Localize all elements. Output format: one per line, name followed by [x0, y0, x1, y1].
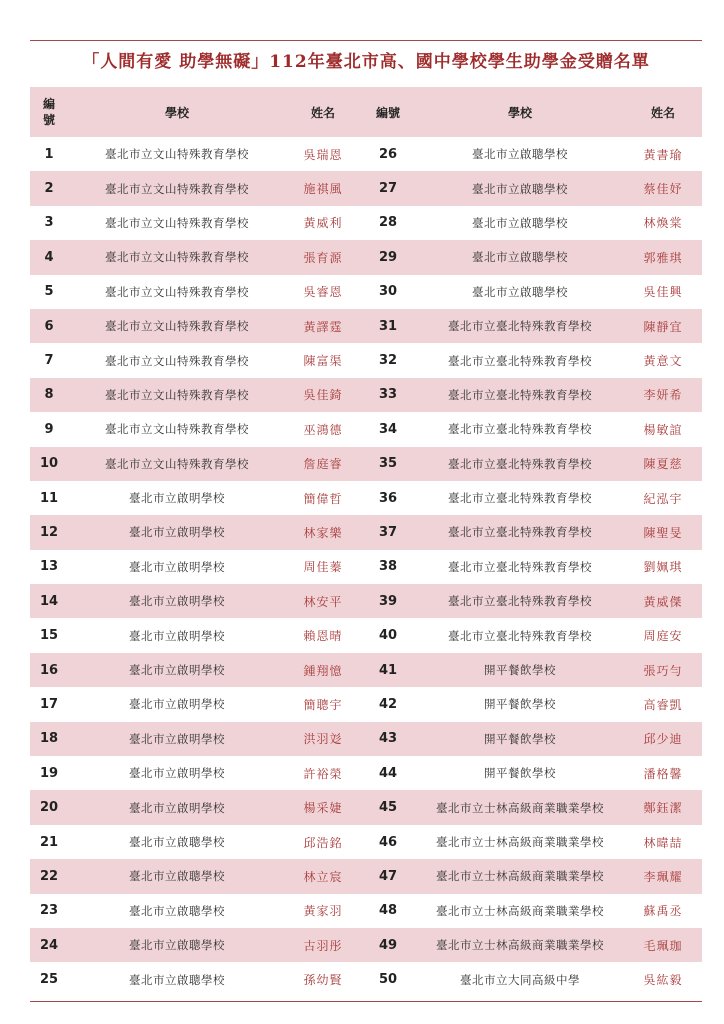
student-name-right: 毛珮珈 — [643, 938, 683, 953]
recipient-number-right: 44 — [378, 765, 398, 781]
student-name-right: 黃書瑜 — [643, 147, 683, 162]
recipient-number-right: 47 — [378, 868, 398, 884]
school-name-left: 臺北市立啟聰學校 — [129, 972, 225, 987]
student-name-right: 陳靜宜 — [643, 319, 683, 334]
header-school-right: 學校 — [507, 105, 532, 120]
school-name-left: 臺北市立文山特殊教育學校 — [105, 284, 249, 299]
school-name-right: 開平餐飲學校 — [484, 663, 556, 678]
table-row — [30, 584, 702, 618]
table-row — [30, 618, 702, 652]
table-row — [30, 859, 702, 893]
school-name-left: 臺北市立啟明學校 — [129, 491, 225, 506]
recipient-number-left: 16 — [39, 662, 59, 678]
student-name-left: 詹庭睿 — [303, 457, 343, 472]
recipient-number-left: 10 — [39, 456, 59, 472]
student-name-left: 古羽彤 — [303, 938, 343, 953]
student-name-right: 林煥棠 — [643, 216, 683, 231]
school-name-right: 臺北市立啟聰學校 — [472, 147, 568, 162]
recipient-number-right: 43 — [378, 731, 398, 747]
recipient-number-right: 36 — [378, 490, 398, 506]
school-name-left: 臺北市立文山特殊教育學校 — [105, 319, 249, 334]
recipient-number-right: 35 — [378, 456, 398, 472]
school-name-right: 臺北市立臺北特殊教育學校 — [448, 319, 592, 334]
table-header-row — [30, 87, 702, 137]
student-name-right: 黃威傑 — [643, 594, 683, 609]
recipient-number-left: 2 — [44, 181, 54, 197]
school-name-right: 臺北市立士林高級商業職業學校 — [436, 835, 604, 849]
recipient-number-left: 15 — [39, 628, 59, 644]
school-name-right: 臺北市立臺北特殊教育學校 — [448, 387, 592, 402]
table-row — [30, 206, 702, 240]
recipient-number-right: 27 — [378, 181, 398, 197]
recipient-number-left: 13 — [39, 559, 59, 575]
recipient-number-right: 39 — [378, 593, 398, 609]
recipient-number-left: 18 — [39, 731, 59, 747]
student-name-left: 洪羽彣 — [303, 732, 343, 747]
school-name-left: 臺北市立啟明學校 — [129, 731, 225, 746]
recipient-number-left: 24 — [39, 937, 59, 953]
student-name-left: 鍾翔憶 — [303, 663, 343, 678]
table-row — [30, 653, 702, 687]
header-num-left-label: 編號 — [43, 97, 56, 127]
student-name-left: 簡聰宇 — [303, 697, 343, 712]
school-name-right: 臺北市立臺北特殊教育學校 — [448, 491, 592, 506]
student-name-left: 許裕榮 — [303, 766, 343, 781]
table-row — [30, 240, 702, 274]
table-row — [30, 962, 702, 996]
recipient-number-right: 26 — [378, 146, 398, 162]
school-name-left: 臺北市立啟聰學校 — [129, 869, 225, 884]
student-name-left: 林安平 — [303, 594, 343, 609]
recipient-number-right: 46 — [378, 834, 398, 850]
header-num-left — [30, 87, 68, 137]
recipient-number-left: 20 — [39, 800, 59, 816]
student-name-left: 周佳蓁 — [303, 560, 343, 575]
recipient-number-left: 1 — [44, 146, 54, 162]
recipient-number-left: 9 — [44, 421, 54, 437]
school-name-right: 臺北市立啟聰學校 — [472, 181, 568, 196]
student-name-right: 林暐喆 — [643, 835, 683, 850]
student-name-left: 施祺風 — [303, 182, 343, 197]
student-name-right: 劉姵琪 — [643, 560, 683, 575]
school-name-left: 臺北市立文山特殊教育學校 — [105, 147, 249, 162]
recipient-number-left: 25 — [39, 972, 59, 988]
header-name-right: 姓名 — [650, 105, 675, 120]
header-num-right: 編號 — [375, 105, 400, 120]
student-name-left: 邱浩銘 — [303, 835, 343, 850]
student-name-left: 賴恩晴 — [303, 629, 343, 644]
student-name-left: 吳瑞恩 — [303, 147, 343, 162]
recipient-number-right: 40 — [378, 628, 398, 644]
student-name-right: 吳佳興 — [643, 285, 683, 300]
school-name-left: 臺北市立文山特殊教育學校 — [105, 422, 249, 437]
school-name-right: 臺北市立臺北特殊教育學校 — [448, 353, 592, 368]
school-name-right: 臺北市立臺北特殊教育學校 — [448, 594, 592, 609]
school-name-right: 臺北市立啟聰學校 — [472, 284, 568, 299]
recipient-number-left: 6 — [44, 318, 54, 334]
recipient-number-left: 17 — [39, 696, 59, 712]
recipient-number-left: 11 — [39, 490, 59, 506]
recipient-number-left: 19 — [39, 765, 59, 781]
table-row — [30, 790, 702, 824]
student-name-right: 張巧勻 — [643, 663, 683, 678]
school-name-left: 臺北市立啟明學校 — [129, 559, 225, 574]
recipient-number-left: 23 — [39, 903, 59, 919]
recipient-number-right: 31 — [378, 318, 398, 334]
school-name-right: 臺北市立士林高級商業職業學校 — [436, 800, 604, 815]
student-name-left: 巫鴻德 — [303, 422, 343, 437]
school-name-right: 開平餐飲學校 — [484, 766, 556, 781]
student-name-right: 鄭鈺潔 — [643, 801, 683, 816]
student-name-right: 周庭安 — [643, 629, 683, 644]
table-row — [30, 722, 702, 756]
school-name-right: 臺北市立大同高級中學 — [460, 972, 580, 987]
recipient-number-left: 14 — [39, 593, 59, 609]
school-name-left: 臺北市立啟明學校 — [129, 594, 225, 609]
recipient-table — [30, 87, 702, 997]
recipient-number-right: 48 — [378, 903, 398, 919]
school-name-right: 臺北市立臺北特殊教育學校 — [448, 559, 592, 574]
recipient-number-right: 50 — [378, 972, 398, 988]
table-row — [30, 171, 702, 205]
table-row — [30, 481, 702, 515]
header-name-left: 姓名 — [310, 105, 335, 120]
recipient-number-right: 29 — [378, 249, 398, 265]
student-name-right: 楊敏誼 — [643, 422, 683, 437]
recipient-number-right: 28 — [378, 215, 398, 231]
table-row — [30, 894, 702, 928]
student-name-right: 潘格馨 — [643, 766, 683, 781]
document-page — [30, 40, 702, 1002]
table-row — [30, 687, 702, 721]
recipient-number-right: 33 — [378, 387, 398, 403]
school-name-left: 臺北市立啟明學校 — [129, 766, 225, 781]
school-name-left: 臺北市立啟明學校 — [129, 800, 225, 815]
school-name-right: 臺北市立臺北特殊教育學校 — [448, 456, 592, 471]
school-name-left: 臺北市立文山特殊教育學校 — [105, 353, 249, 368]
student-name-right: 紀泓宇 — [643, 491, 683, 506]
student-name-left: 黃威利 — [303, 216, 343, 231]
student-name-left: 林立宸 — [303, 869, 343, 884]
school-name-left: 臺北市立文山特殊教育學校 — [105, 387, 249, 402]
table-row — [30, 343, 702, 377]
recipient-number-left: 8 — [44, 387, 54, 403]
recipient-number-right: 30 — [378, 284, 398, 300]
student-name-left: 吳佳錡 — [303, 388, 343, 403]
table-body — [30, 137, 702, 997]
top-divider — [30, 40, 702, 41]
recipient-number-left: 21 — [39, 834, 59, 850]
student-name-right: 高睿凱 — [643, 697, 683, 712]
table-row — [30, 412, 702, 446]
student-name-left: 林家樂 — [303, 525, 343, 540]
school-name-right: 開平餐飲學校 — [484, 731, 556, 746]
recipient-number-left: 22 — [39, 868, 59, 884]
school-name-right: 臺北市立士林高級商業職業學校 — [436, 903, 604, 918]
header-school-left: 學校 — [164, 105, 189, 120]
student-name-left: 張育源 — [303, 250, 343, 265]
school-name-left: 臺北市立啟明學校 — [129, 628, 225, 643]
school-name-left: 臺北市立啟聰學校 — [129, 835, 225, 849]
student-name-left: 孫幼賢 — [303, 973, 343, 988]
school-name-left: 臺北市立啟聰學校 — [129, 938, 225, 953]
recipient-number-left: 5 — [44, 284, 54, 300]
student-name-left: 吳睿恩 — [303, 285, 343, 300]
student-name-left: 黃家羽 — [303, 904, 343, 919]
recipient-number-right: 32 — [378, 353, 398, 369]
student-name-right: 李珮耀 — [643, 869, 683, 884]
student-name-right: 陳聖旻 — [643, 525, 683, 540]
student-name-left: 陳富渠 — [303, 354, 343, 369]
school-name-left: 臺北市立啟明學校 — [129, 525, 225, 540]
recipient-number-right: 45 — [378, 800, 398, 816]
school-name-right: 臺北市立臺北特殊教育學校 — [448, 628, 592, 643]
table-row — [30, 928, 702, 962]
student-name-right: 陳夏慈 — [643, 457, 683, 472]
recipient-number-left: 3 — [44, 215, 54, 231]
school-name-right: 臺北市立臺北特殊教育學校 — [448, 422, 592, 437]
recipient-number-right: 37 — [378, 524, 398, 540]
school-name-right: 臺北市立臺北特殊教育學校 — [448, 525, 592, 540]
table-row — [30, 378, 702, 412]
school-name-left: 臺北市立文山特殊教育學校 — [105, 215, 249, 230]
recipient-number-right: 49 — [378, 937, 398, 953]
student-name-right: 蘇禹丞 — [643, 904, 683, 919]
student-name-left: 黃譯霆 — [303, 319, 343, 334]
student-name-left: 楊采婕 — [303, 801, 343, 816]
table-row — [30, 275, 702, 309]
student-name-right: 黃意文 — [643, 354, 683, 369]
student-name-right: 邱少迪 — [643, 732, 683, 747]
bottom-divider — [30, 1001, 702, 1002]
table-row — [30, 309, 702, 343]
table-row — [30, 756, 702, 790]
table-row — [30, 447, 702, 481]
table-row — [30, 825, 702, 859]
school-name-right: 臺北市立啟聰學校 — [472, 250, 568, 265]
school-name-left: 臺北市立啟聰學校 — [129, 903, 225, 918]
recipient-number-right: 42 — [378, 696, 398, 712]
table-row — [30, 550, 702, 584]
school-name-left: 臺北市立啟明學校 — [129, 697, 225, 712]
recipient-number-right: 41 — [378, 662, 398, 678]
student-name-right: 蔡佳妤 — [643, 182, 683, 197]
school-name-left: 臺北市立文山特殊教育學校 — [105, 250, 249, 265]
recipient-number-right: 38 — [378, 559, 398, 575]
school-name-left: 臺北市立啟明學校 — [129, 663, 225, 678]
recipient-number-right: 34 — [378, 421, 398, 437]
student-name-right: 李妍希 — [643, 388, 683, 403]
school-name-right: 臺北市立士林高級商業職業學校 — [436, 938, 604, 953]
school-name-left: 臺北市立文山特殊教育學校 — [105, 181, 249, 196]
page-title: 「人間有愛 助學無礙」112年臺北市高、國中學校學生助學金受贈名單 — [82, 52, 650, 72]
table-row — [30, 515, 702, 549]
school-name-right: 開平餐飲學校 — [484, 697, 556, 712]
student-name-right: 吳紘毅 — [643, 973, 683, 988]
school-name-left: 臺北市立文山特殊教育學校 — [105, 456, 249, 471]
school-name-right: 臺北市立士林高級商業職業學校 — [436, 869, 604, 884]
student-name-right: 郭雅琪 — [643, 250, 683, 265]
school-name-right: 臺北市立啟聰學校 — [472, 215, 568, 230]
recipient-number-left: 4 — [44, 249, 54, 265]
student-name-left: 簡偉哲 — [303, 491, 343, 506]
recipient-number-left: 7 — [44, 353, 54, 369]
table-row — [30, 137, 702, 171]
recipient-number-left: 12 — [39, 524, 59, 540]
